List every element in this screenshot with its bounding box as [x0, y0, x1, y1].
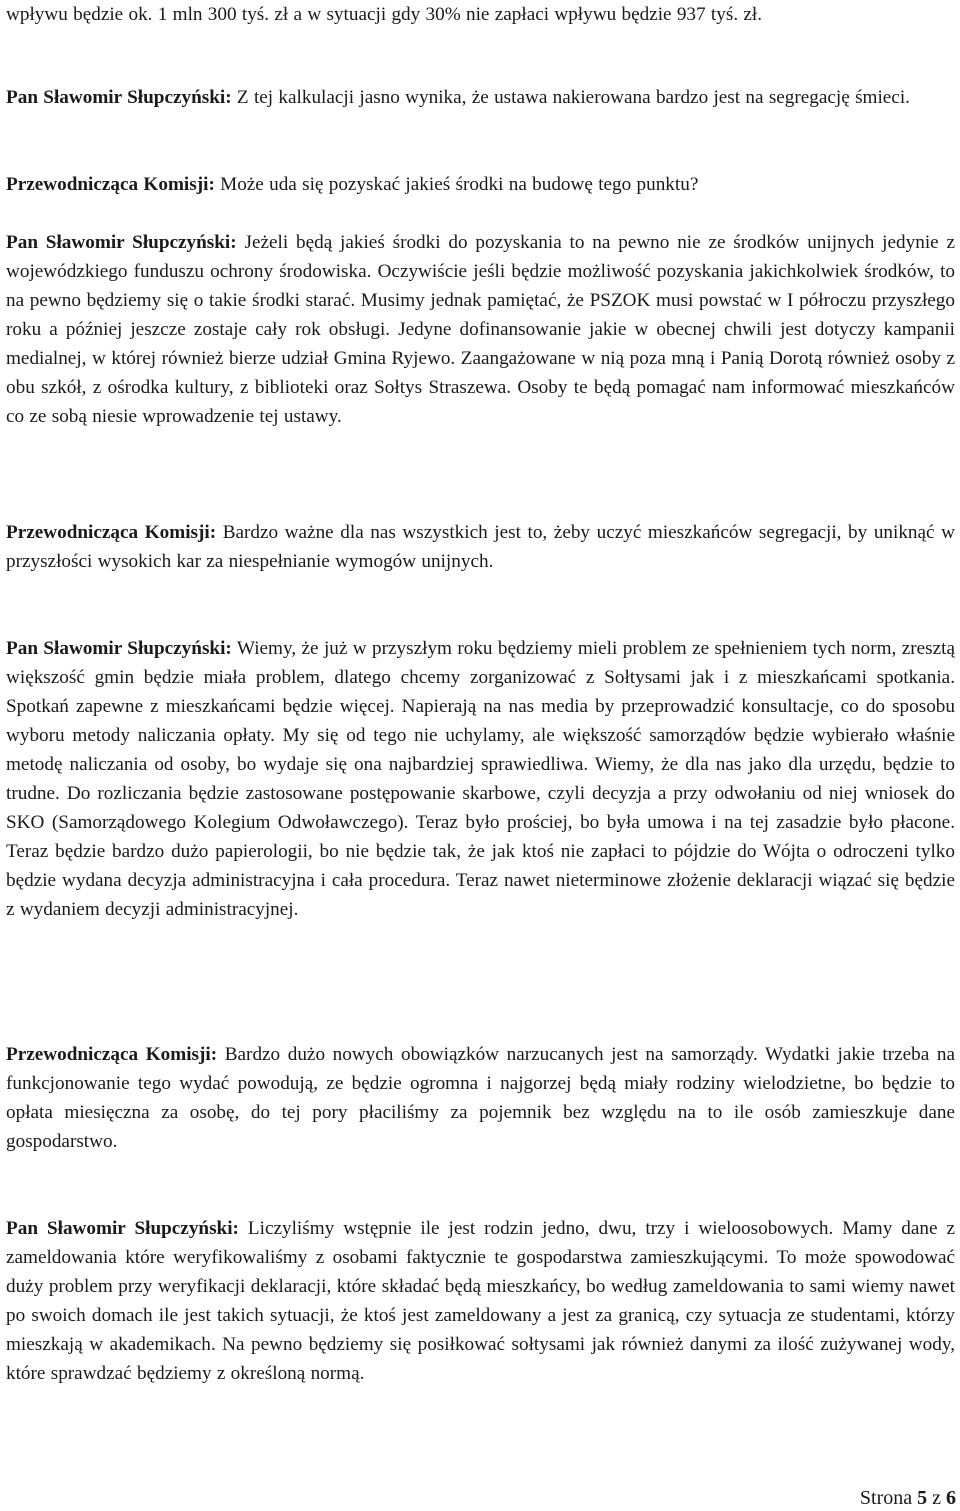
- paragraph-1: [6, 0, 955, 29]
- paragraph-text: Może uda się pozyskać jakieś środki na budowę tego punktu?: [214, 174, 699, 195]
- speaker: Przewodnicząca Komisji:: [6, 174, 215, 195]
- page-number: [860, 1485, 956, 1511]
- speaker: Pan Sławomir Słupczyński:: [6, 1218, 239, 1239]
- paragraph-2: [6, 83, 955, 112]
- paragraph-3: [6, 170, 955, 199]
- paragraph-text: Wiemy, że już w przyszłym roku będziemy mieli problem ze spełnieniem tych norm, zresztą większość gmin będzie miała problem, dlatego chcemy zorganizować z Sołtysami jak i z mieszkańcami spotkania. Spotkań zapewne z mieszkańcami będzie więcej. Napierają na nas media by przeprowadzić konsultacje, co do sposobu wyboru metody naliczania opłaty. My się od tego nie uchylamy, ale większość samorządów będzie wybierało właśnie metodę naliczania od osoby, bo wydaje się ona najbardziej sprawiedliwa. Wiemy, że dla nas jako dla urzędu, będzie to trudne. Do rozliczania będzie zastosowane postępowanie skarbowe, czyli decyzja a przy odwołaniu od niej wniosek do SKO (Samorządowego Kolegium Odwoławczego). Teraz było prościej, bo była umowa i na tej zasadzie było płacone. Teraz będzie bardzo dużo papierologii, bo nie będzie tak, że jak ktoś nie zapłaci to pójdzie do Wójta o odroczeni tylko będzie wydana decyzja administracyjna i cała procedura. Teraz nawet nieterminowe złożenie deklaracji wiązać się będzie z wydaniem decyzji administracyjnej.: [6, 638, 955, 920]
- speaker: Przewodnicząca Komisji:: [6, 522, 217, 543]
- paragraph-7: [6, 1040, 955, 1156]
- paragraph-text: Jeżeli będą jakieś środki do pozyskania to na pewno nie ze środków unijnych jedynie z wojewódzkiego funduszu ochrony środowiska. Oczywiście jeśli będzie możliwość pozyskania jakichkolwiek środków, to na pewno będziemy się o takie środki starać. Musimy jednak pamiętać, że PSZOK musi powstać w I półroczu przyszłego roku a później jeszcze zostaje cały rok obsługi. Jedyne dofinansowanie jakie w obecnej chwili jest dotyczy kampanii medialnej, w której również bierze udział Gmina Ryjewo. Zaangażowane w nią poza mną i Panią Dorotą również osoby z obu szkół, z ośrodka kultury, z biblioteki oraz Sołtys Straszewa. Osoby te będą pomagać nam informować mieszkańców co ze sobą niesie wprowadzenie tej ustawy.: [6, 232, 955, 427]
- speaker: Pan Sławomir Słupczyński:: [6, 232, 237, 253]
- paragraph-text: wpływu będzie ok. 1 mln 300 tyś. zł a w sytuacji gdy 30% nie zapłaci wpływu będzie 937 tyś. zł.: [6, 4, 763, 25]
- document-page: [6, 0, 955, 1509]
- paragraph-text: Bardzo dużo nowych obowiązków narzucanych jest na samorządy. Wydatki jakie trzeba na funkcjonowanie tego wydać powodują, ze będzie ogromna i najgorzej będą miały rodziny wielodzietne, bo będzie to opłata miesięczna za osobę, do tej pory płaciliśmy za pojemnik bez względu na to ile osób zamieszkuje dane gospodarstwo.: [6, 1044, 955, 1152]
- speaker: Przewodnicząca Komisji:: [6, 1044, 218, 1065]
- page-number-prefix: Strona: [859, 1487, 918, 1509]
- paragraph-text: Bardzo ważne dla nas wszystkich jest to, żeby uczyć mieszkańców segregacji, by uniknąć w przyszłości wysokich kar za niespełnianie wymogów unijnych.: [6, 522, 955, 572]
- page-number-separator: z: [927, 1487, 946, 1509]
- paragraph-8: [6, 1214, 955, 1388]
- speaker: Pan Sławomir Słupczyński:: [6, 87, 232, 108]
- paragraph-5: [6, 518, 955, 576]
- paragraph-4: [6, 228, 955, 431]
- paragraph-text: Z tej kalkulacji jasno wynika, że ustawa nakierowana bardzo jest na segregację śmieci.: [231, 87, 910, 108]
- speaker: Pan Sławomir Słupczyński:: [6, 638, 232, 659]
- page-number-current: 5: [917, 1487, 928, 1509]
- paragraph-text: Liczyliśmy wstępnie ile jest rodzin jedno, dwu, trzy i wieloosobowych. Mamy dane z zameldowania które weryfikowaliśmy z osobami faktycznie te gospodarstwa zamieszkującymi. To może spowodować duży problem przy weryfikacji deklaracji, które składać będą mieszkańcy, bo według zameldowania to sami wiemy nawet po swoich domach ile jest takich sytuacji, że ktoś jest zameldowany a jest za granicą, czy sytuacja ze studentami, którzy mieszkają w akademikach. Na pewno będziemy się posiłkować sołtysami jak również danymi za ilość zużywanej wody, które sprawdzać będziemy z określoną normą.: [6, 1218, 955, 1384]
- page-number-total: 6: [946, 1487, 956, 1509]
- paragraph-6: [6, 634, 955, 924]
